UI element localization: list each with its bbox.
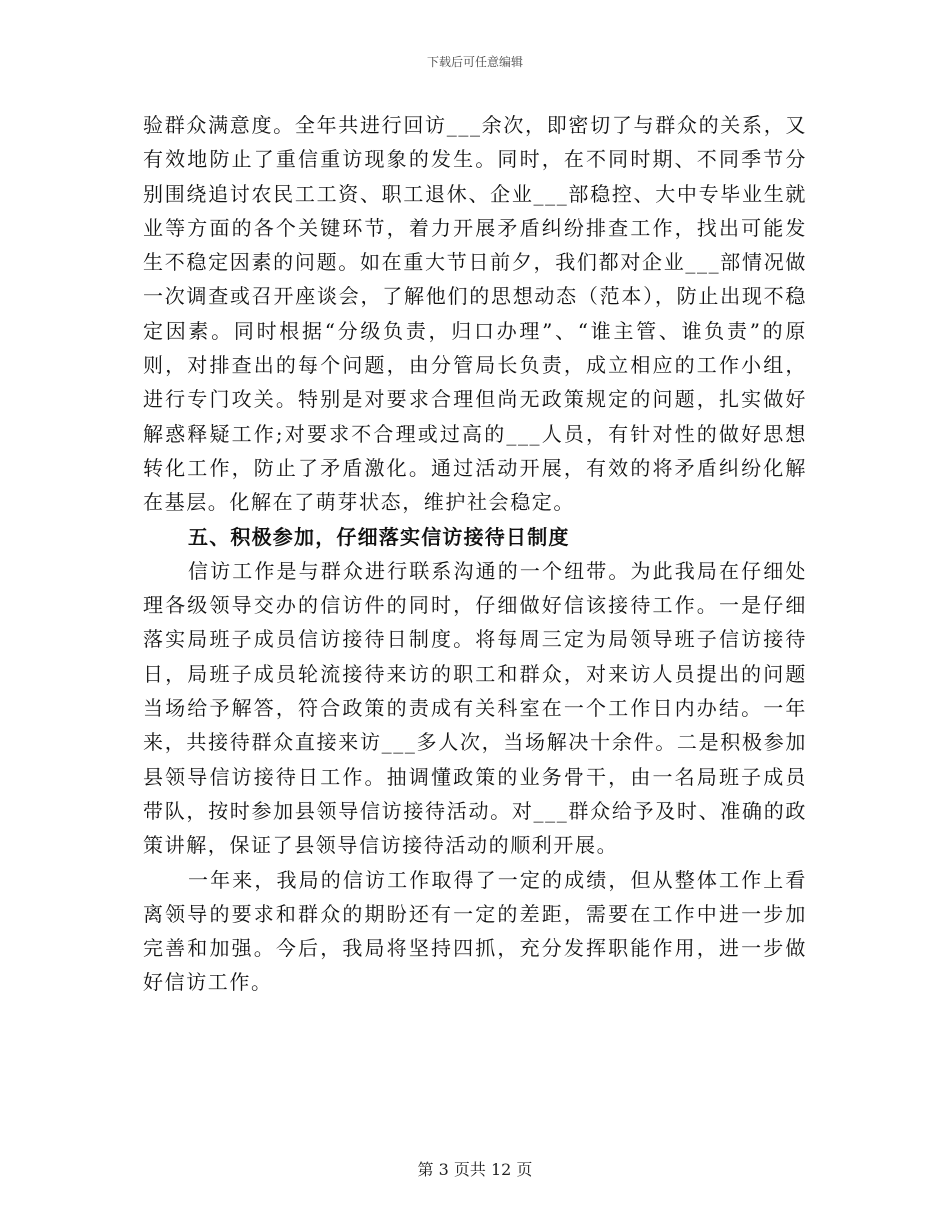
- body-paragraph-reception: 信访工作是与群众进行联系沟通的一个纽带。为此我局在仔细处理各级领导交办的信访件的同时，仔细做好信该接待工作。一是仔细落实局班子成员信访接待日制度。将每周三定为局领导班子信访接待日，局班子成员轮流接待来访的职工和群众，对来访人员提出的问题当场给予解答，符合政策的责成有关科室在一个工作日内办结。一年来，共接待群众直接来访___多人次，当场解决十余件。二是积极参加县领导信访接待日工作。抽调懂政策的业务骨干，由一名局班子成员带队，按时参加县领导信访接待活动。对___群众给予及时、准确的政策讲解，保证了县领导信访接待活动的顺利开展。: [143, 558, 807, 858]
- body-paragraph-summary: 一年来，我局的信访工作取得了一定的成绩，但从整体工作上看离领导的要求和群众的期盼还有一定的差距，需要在工作中进一步加完善和加强。今后，我局将坚持四抓，充分发挥职能作用，进一步做好信访工作。: [143, 867, 807, 995]
- section-heading-5: 五、积极参加，仔细落实信访接待日制度: [188, 524, 570, 549]
- page-number-footer: 第 3 页共 12 页: [417, 1160, 533, 1179]
- document-body: [143, 108, 807, 1000]
- page-header: 下载后可任意编辑: [426, 55, 523, 69]
- body-paragraph-continued: 验群众满意度。全年共进行回访___余次，即密切了与群众的关系，又有效地防止了重信重访现象的发生。同时，在不同时期、不同季节分别围绕追讨农民工工资、职工退休、企业___部稳控、大中专毕业生就业等方面的各个关键环节，着力开展矛盾纠纷排查工作，找出可能发生不稳定因素的问题。如在重大节日前夕，我们都对企业___部情况做一次调查或召开座谈会，了解他们的思想动态（范本），防止出现不稳定因素。同时根据“分级负责，归口办理”、“谁主管、谁负责”的原则，对排查出的每个问题，由分管局长负责，成立相应的工作小组，进行专门攻关。特别是对要求合理但尚无政策规定的问题，扎实做好解惑释疑工作;对要求不合理或过高的___人员，有针对性的做好思想转化工作，防止了矛盾激化。通过活动开展，有效的将矛盾纠纷化解在基层。化解在了萌芽状态，维护社会稳定。: [143, 113, 807, 515]
